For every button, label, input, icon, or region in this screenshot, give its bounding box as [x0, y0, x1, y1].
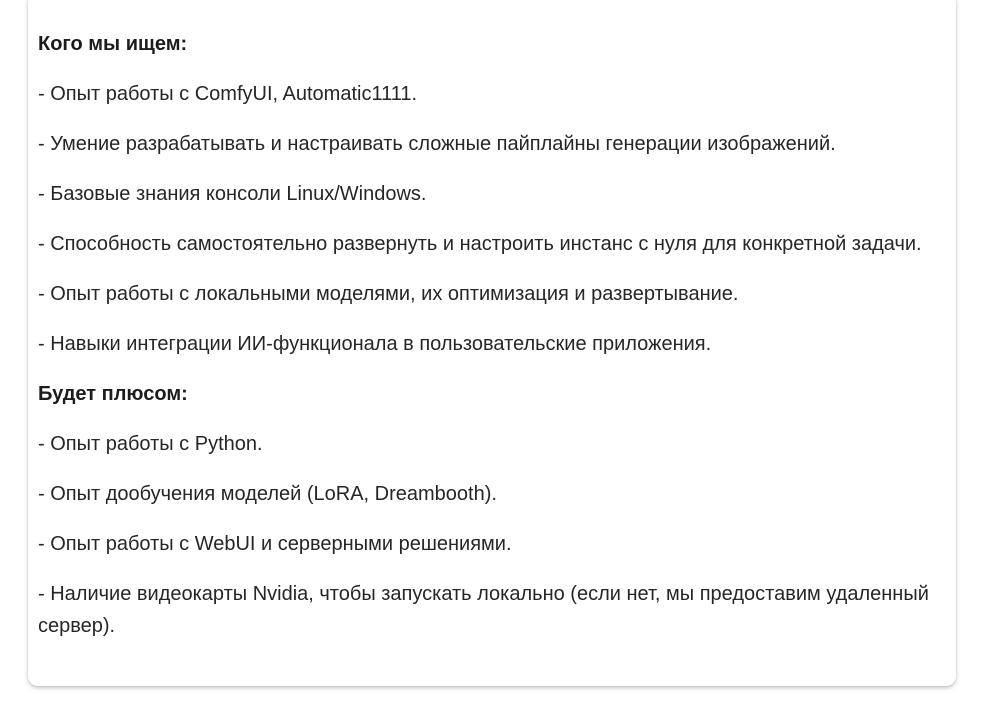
- section-title-nice-to-have: Будет плюсом:: [38, 383, 188, 405]
- list-item: - Опыт работы с WebUI и серверными решениями.: [38, 533, 512, 555]
- requirements-list: [38, 78, 946, 360]
- list-item: - Способность самостоятельно развернуть и настроить инстанс с нуля для конкретной задачи.: [38, 233, 922, 255]
- list-item: - Опыт работы с ComfyUI, Automatic1111.: [38, 83, 418, 105]
- list-item: - Умение разрабатывать и настраивать сложные пайплайны генерации изображений.: [38, 133, 836, 155]
- job-requirements-card: [28, 0, 956, 686]
- section-title-who-we-seek: Кого мы ищем:: [38, 33, 188, 55]
- nice-to-have-list: [38, 428, 946, 642]
- list-item: - Базовые знания консоли Linux/Windows.: [38, 183, 427, 205]
- list-item: - Опыт дообучения моделей (LoRA, Dreambooth).: [38, 483, 497, 505]
- list-item: - Наличие видеокарты Nvidia, чтобы запускать локально (если нет, мы предоставим удаленный сервер).: [38, 583, 929, 637]
- list-item: - Опыт работы с локальными моделями, их оптимизация и развертывание.: [38, 283, 739, 305]
- list-item: - Навыки интеграции ИИ-функционала в пользовательские приложения.: [38, 333, 712, 355]
- list-item: - Опыт работы с Python.: [38, 433, 263, 455]
